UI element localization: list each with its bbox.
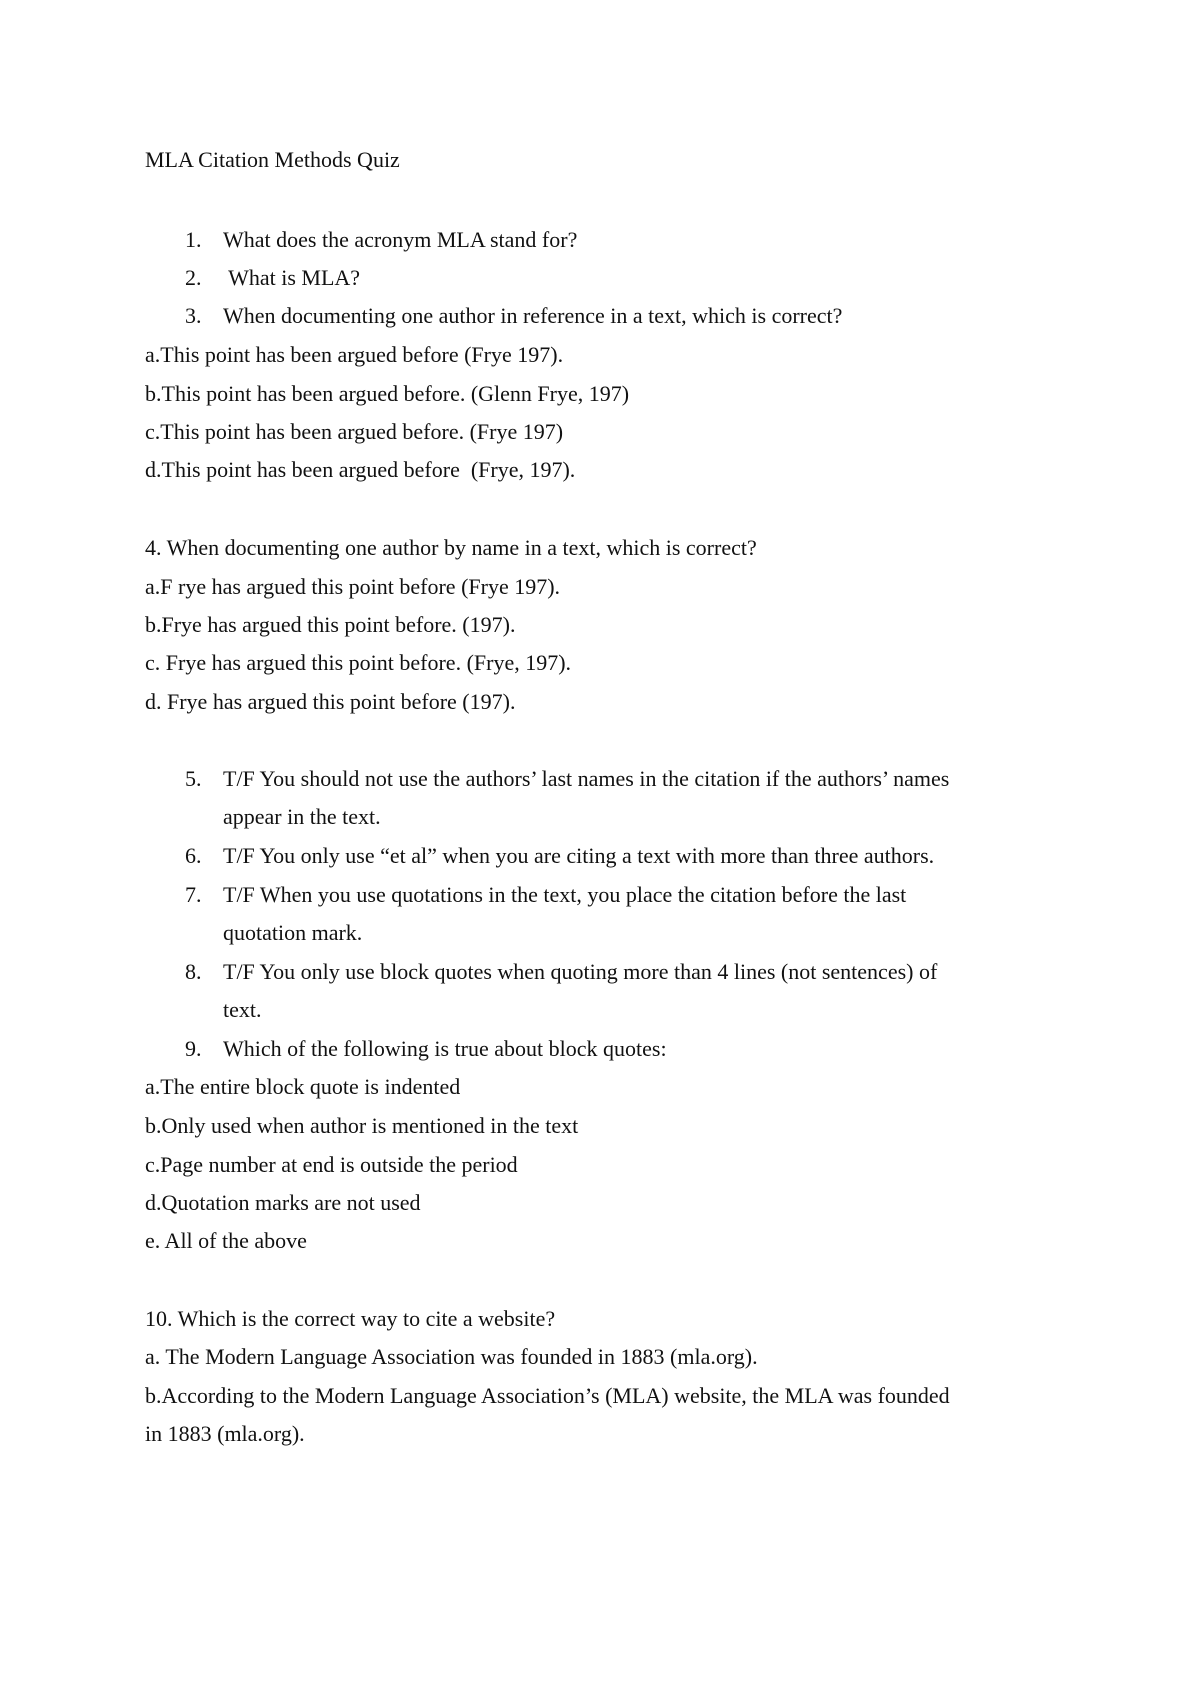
answer-option: c.This point has been argued before. (Frye 197): [145, 419, 564, 444]
answer-option: d.Quotation marks are not used: [145, 1190, 421, 1215]
question-text: T/F You only use block quotes when quoting more than 4 lines (not sentences) of: [223, 959, 938, 984]
answer-option: e. All of the above: [145, 1228, 307, 1253]
question-text: T/F When you use quotations in the text, you place the citation before the last: [223, 882, 907, 907]
answer-option: a. The Modern Language Association was founded in 1883 (mla.org).: [145, 1344, 758, 1369]
question-3: [185, 302, 842, 330]
question-number: 8.: [185, 959, 202, 984]
question-number: 1.: [185, 227, 202, 252]
question-4: 4. When documenting one author by name in a text, which is correct?: [145, 535, 757, 560]
answer-option: c.Page number at end is outside the period: [145, 1152, 518, 1177]
question-text-continued: appear in the text.: [223, 804, 381, 829]
answer-option: b.Frye has argued this point before. (197).: [145, 612, 516, 637]
question-number: 6.: [185, 843, 202, 868]
answer-option: a.F rye has argued this point before (Frye 197).: [145, 574, 561, 599]
question-7: [185, 881, 906, 909]
question-text: T/F You should not use the authors’ last names in the citation if the authors’ names: [223, 766, 950, 791]
question-1: [185, 226, 577, 254]
question-6: [185, 842, 934, 870]
answer-option: b.Only used when author is mentioned in the text: [145, 1113, 579, 1138]
question-10: 10. Which is the correct way to cite a website?: [145, 1306, 556, 1331]
question-number: 7.: [185, 882, 202, 907]
answer-option: d. Frye has argued this point before (197).: [145, 689, 516, 714]
question-8: [185, 958, 937, 986]
question-text-continued: quotation mark.: [223, 920, 363, 945]
question-2: [185, 264, 360, 292]
question-9: [185, 1035, 667, 1063]
question-number: 2.: [185, 265, 202, 290]
answer-option: a.This point has been argued before (Frye 197).: [145, 342, 564, 367]
question-number: 5.: [185, 766, 202, 791]
question-text: What does the acronym MLA stand for?: [223, 227, 578, 252]
page-title: MLA Citation Methods Quiz: [145, 147, 400, 172]
answer-option-continued: in 1883 (mla.org).: [145, 1421, 305, 1446]
question-text: Which of the following is true about block quotes:: [223, 1036, 667, 1061]
answer-option: c. Frye has argued this point before. (Frye, 197).: [145, 650, 572, 675]
answer-option: d.This point has been argued before (Frye, 197).: [145, 457, 576, 482]
question-text-continued: text.: [223, 997, 262, 1022]
question-number: 3.: [185, 303, 202, 328]
question-text: What is MLA?: [223, 265, 361, 290]
question-5: [185, 765, 949, 793]
question-text: T/F You only use “et al” when you are citing a text with more than three authors.: [223, 843, 935, 868]
question-text: When documenting one author in reference in a text, which is correct?: [223, 303, 843, 328]
question-number: 9.: [185, 1036, 202, 1061]
answer-option: b.According to the Modern Language Association’s (MLA) website, the MLA was founded: [145, 1383, 950, 1408]
answer-option: a.The entire block quote is indented: [145, 1074, 461, 1099]
answer-option: b.This point has been argued before. (Glenn Frye, 197): [145, 381, 630, 406]
